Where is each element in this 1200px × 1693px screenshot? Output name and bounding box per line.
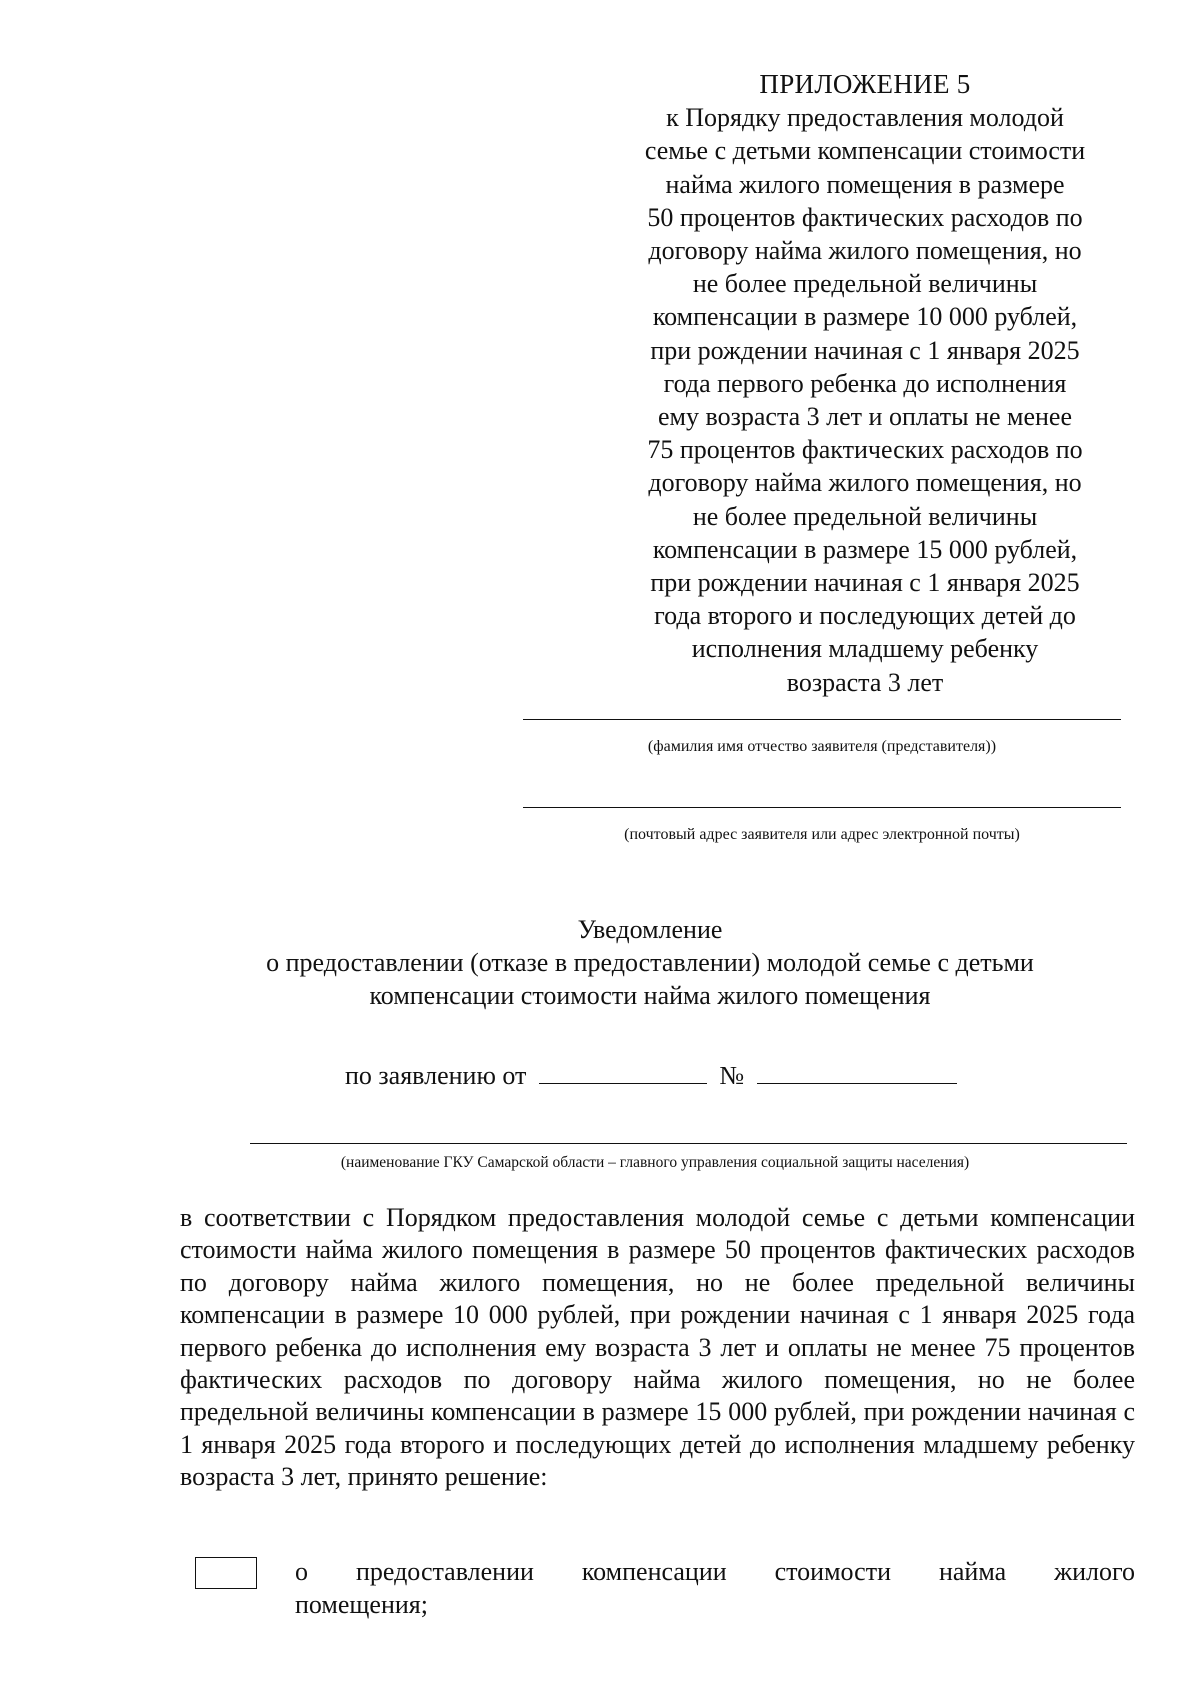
appendix-line: при рождении начиная с 1 января 2025 <box>650 568 1080 598</box>
grant-checkbox[interactable] <box>195 1557 257 1589</box>
applicant-address-field[interactable] <box>523 807 1121 808</box>
notice-subtitle-line1: о предоставлении (отказе в предоставлении) молодой семье с детьми <box>266 948 1034 977</box>
decision-paragraph: в соответствии с Порядком предоставления молодой семье с детьми компенсации стоимости найма жилого помещения в размере 50 процентов фактических расходов по договору найма жилого помещения, но не более предельной величины компенсации в размере 10 000 рублей, при рождении начиная с 1 января 2025 года первого ребенка до исполнения ему возраста 3 лет и оплаты не менее 75 процентов фактических расходов по договору найма жилого помещения, но не более предельной величины компенсации в размере 15 000 рублей, при рождении начиная с 1 января 2025 года второго и последующих детей до исполнения младшему ребенку возраста 3 лет, принято решение: <box>180 1203 1135 1492</box>
application-date-field[interactable] <box>539 1057 707 1084</box>
notice-title: Уведомление <box>577 915 723 944</box>
application-reference-row <box>345 1057 957 1092</box>
grant-option-line2: помещения; <box>295 1590 428 1619</box>
appendix-line: при рождении начиная с 1 января 2025 <box>650 335 1080 365</box>
appendix-title: ПРИЛОЖЕНИЕ 5 <box>759 69 971 99</box>
application-number-field[interactable] <box>757 1057 957 1084</box>
notice-subtitle-line2: компенсации стоимости найма жилого помещения <box>369 981 931 1010</box>
appendix-line: компенсации в размере 10 000 рублей, <box>652 302 1078 332</box>
appendix-line: договору найма жилого помещения, но <box>648 468 1082 498</box>
appendix-line: 50 процентов фактических расходов по <box>647 202 1083 232</box>
grant-option-line1: о предоставлении компенсации стоимости найма жилого <box>295 1557 1135 1586</box>
appendix-line: 75 процентов фактических расходов по <box>647 435 1083 465</box>
appendix-line: компенсации в размере 15 000 рублей, <box>652 534 1078 564</box>
appendix-header <box>615 68 1115 699</box>
appendix-line: не более предельной величины <box>692 269 1038 299</box>
appendix-line: семье с детьми компенсации стоимости <box>644 136 1086 166</box>
application-prefix: по заявлению от <box>345 1061 527 1090</box>
appendix-line: ему возраста 3 лет и оплаты не менее <box>658 402 1072 432</box>
appendix-line: к Порядку предоставления молодой <box>666 103 1064 133</box>
applicant-address-caption: (почтовый адрес заявителя или адрес электронной почты) <box>624 826 1020 843</box>
appendix-line: исполнения младшему ребенку <box>691 634 1039 664</box>
appendix-line: года первого ребенка до исполнения <box>663 368 1067 398</box>
appendix-line: не более предельной величины <box>692 501 1038 531</box>
applicant-name-field[interactable] <box>523 719 1121 720</box>
appendix-line: договору найма жилого помещения, но <box>648 236 1082 266</box>
number-sign: № <box>719 1061 745 1090</box>
appendix-line: возраста 3 лет <box>786 667 944 697</box>
appendix-line: найма жилого помещения в размере <box>665 169 1065 199</box>
authority-name-field[interactable] <box>250 1143 1127 1144</box>
authority-name-caption: (наименование ГКУ Самарской области – главного управления социальной защиты населения) <box>340 1154 970 1171</box>
applicant-name-caption: (фамилия имя отчество заявителя (представителя)) <box>647 738 997 755</box>
appendix-line: года второго и последующих детей до <box>654 601 1076 631</box>
